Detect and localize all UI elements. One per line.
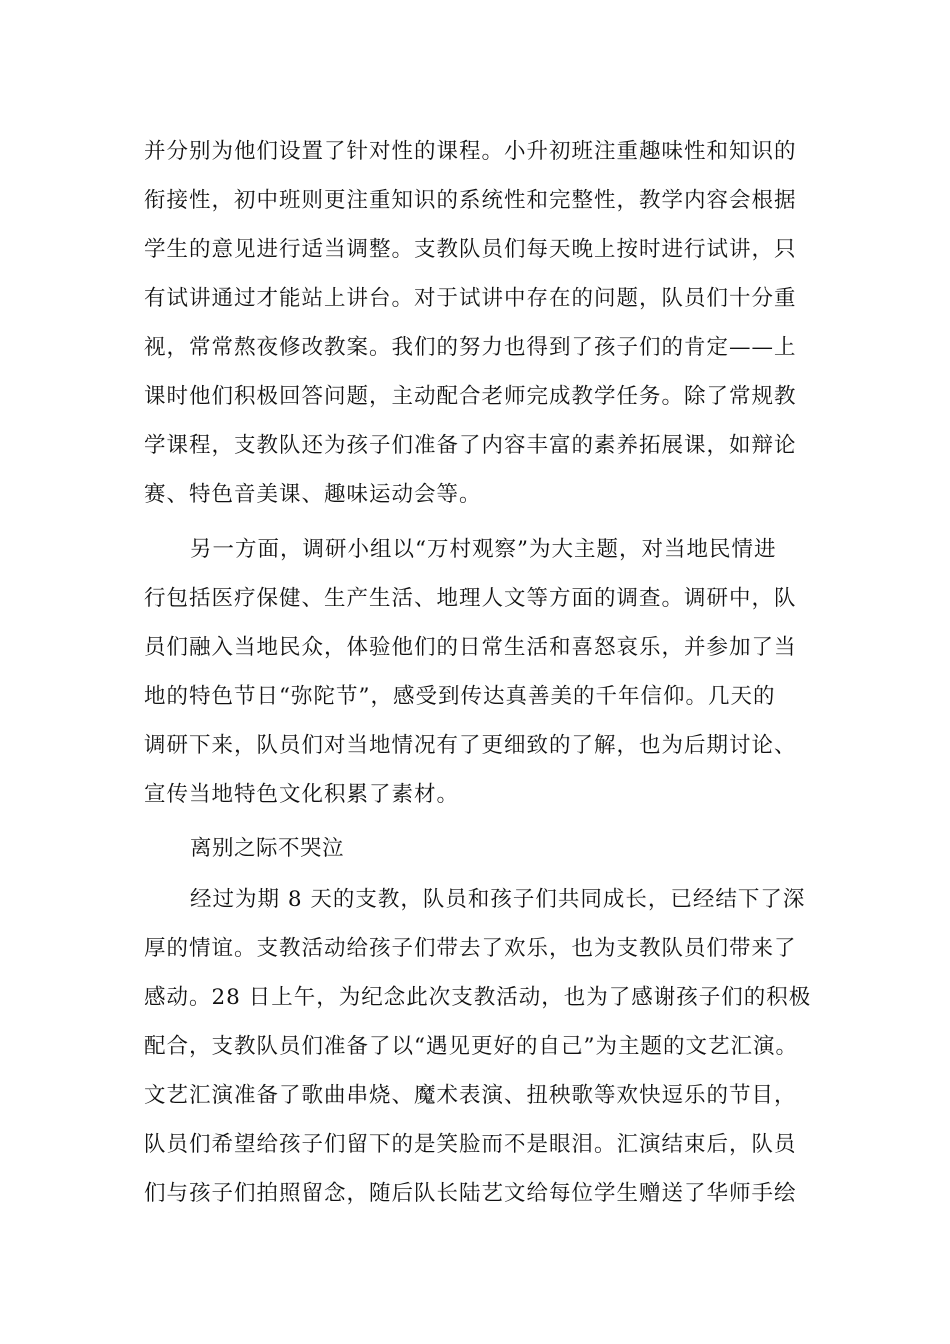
text-line: 赛、特色音美课、趣味运动会等。: [144, 482, 482, 507]
section-heading: 离别之际不哭泣: [190, 836, 345, 861]
text-line: 们与孩子们拍照留念，随后队长陆艺文给每位学生赠送了华师手绘: [144, 1181, 797, 1206]
text-line: 课时他们积极回答问题，主动配合老师完成教学任务。除了常规教: [144, 384, 797, 409]
text-line: 文艺汇演准备了歌曲串烧、魔术表演、扭秧歌等欢快逗乐的节目，: [144, 1083, 797, 1108]
text-line: 厚的情谊。支教活动给孩子们带去了欢乐，也为支教队员们带来了: [144, 936, 797, 961]
text-line: 员们融入当地民众，体验他们的日常生活和喜怒哀乐，并参加了当: [144, 635, 797, 660]
paragraph-start-line: 经过为期 8 天的支教，队员和孩子们共同成长，已经结下了深: [190, 887, 806, 912]
text-line: 地的特色节日“弥陀节”，感受到传达真善美的千年信仰。几天的: [144, 684, 776, 709]
text-line: 配合，支教队员们准备了以“遇见更好的自己”为主题的文艺汇演。: [144, 1034, 798, 1059]
text-line: 学课程，支教队还为孩子们准备了内容丰富的素养拓展课，如辩论: [144, 433, 797, 458]
paragraph-start-line: 另一方面，调研小组以“万村观察”为大主题，对当地民情进: [190, 537, 777, 562]
text-line: 有试讲通过才能站上讲台。对于试讲中存在的问题，队员们十分重: [144, 286, 797, 311]
text-line: 视，常常熬夜修改教案。我们的努力也得到了孩子们的肯定——上: [144, 335, 797, 360]
text-line: 并分别为他们设置了针对性的课程。小升初班注重趣味性和知识的: [144, 139, 797, 164]
text-line: 衔接性，初中班则更注重知识的系统性和完整性，教学内容会根据: [144, 188, 797, 213]
text-line: 感动。28 日上午，为纪念此次支教活动，也为了感谢孩子们的积极: [144, 985, 812, 1010]
text-line: 行包括医疗保健、生产生活、地理人文等方面的调查。调研中，队: [144, 586, 797, 611]
text-line: 队员们希望给孩子们留下的是笑脸而不是眼泪。汇演结束后，队员: [144, 1132, 797, 1157]
text-line: 学生的意见进行适当调整。支教队员们每天晚上按时进行试讲，只: [144, 237, 797, 262]
text-line: 调研下来，队员们对当地情况有了更细致的了解，也为后期讨论、: [144, 733, 797, 758]
text-line: 宣传当地特色文化积累了素材。: [144, 782, 460, 807]
